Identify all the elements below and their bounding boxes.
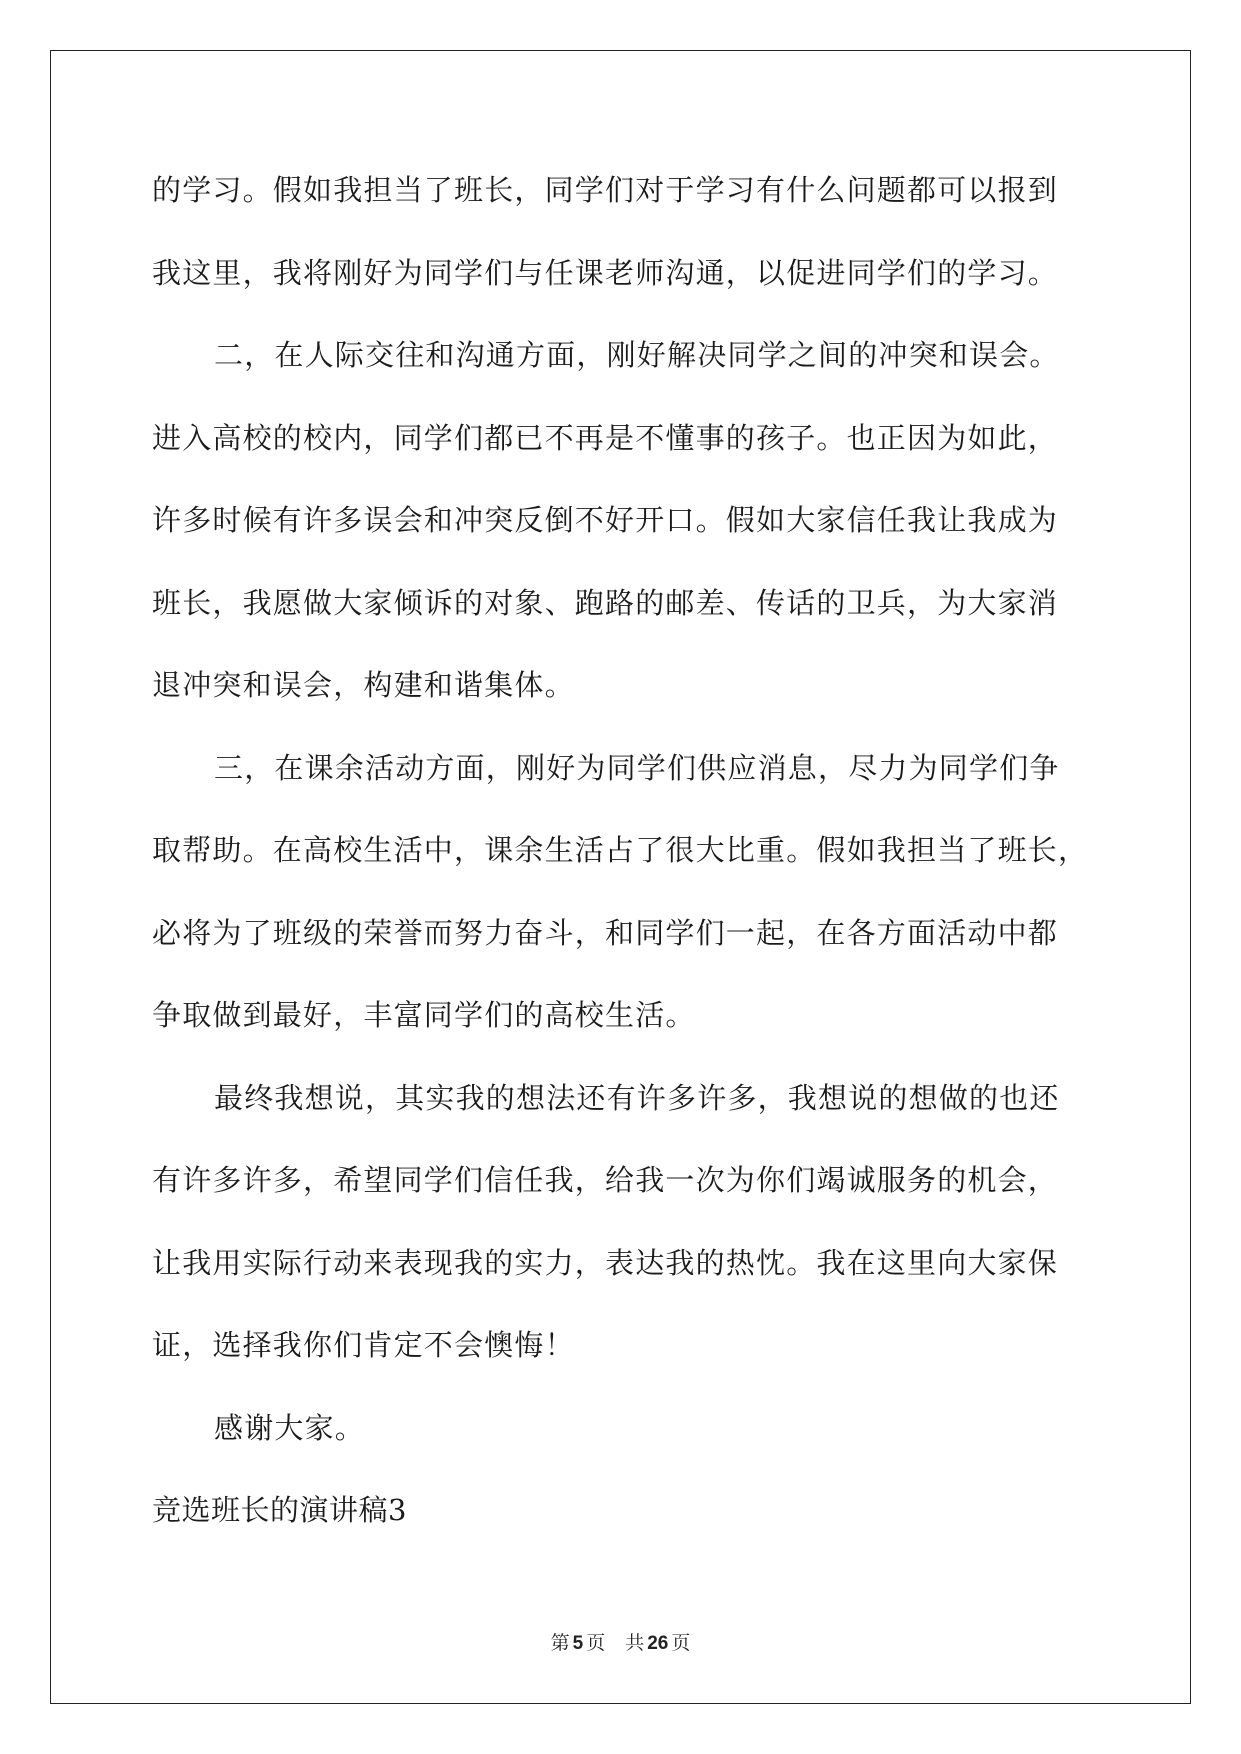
page-footer (0, 1628, 1241, 1655)
page-suffix: 页 (586, 1632, 606, 1654)
paragraph-line: 让我用实际行动来表现我的实力，表达我的热忱。我在这里向大家保 (152, 1245, 1059, 1280)
paragraph-line: 感谢大家。 (214, 1410, 366, 1445)
document-body (152, 160, 1102, 1563)
paragraph-line: 班长，我愿做大家倾诉的对象、跑路的邮差、传话的卫兵，为大家消 (152, 585, 1059, 620)
paragraph-line: 我这里，我将刚好为同学们与任课老师沟通，以促进同学们的学习。 (152, 255, 1059, 290)
paragraph-line: 证，选择我你们肯定不会懊悔！ (152, 1328, 575, 1362)
paragraph-line: 三，在课余活动方面，刚好为同学们供应消息，尽力为同学们争 (214, 750, 1060, 785)
paragraph-line: 的学习。假如我担当了班长，同学们对于学习有什么问题都可以报到 (152, 173, 1059, 207)
paragraph-line: 必将为了班级的荣誉而努力奋斗，和同学们一起，在各方面活动中都 (152, 915, 1059, 950)
section-heading: 竞选班长的演讲稿3 (152, 1493, 407, 1527)
page-number: 5 (572, 1633, 584, 1654)
total-suffix: 页 (671, 1632, 691, 1654)
paragraph-line: 取帮助。在高校生活中，课余生活占了很大比重。假如我担当了班长， (152, 833, 1089, 867)
paragraph-line: 争取做到最好，丰富同学们的高校生活。 (152, 998, 696, 1032)
paragraph-line: 进入高校的校内，同学们都已不再是不懂事的孩子。也正因为如此， (152, 420, 1059, 455)
paragraph-line: 有许多许多，希望同学们信任我，给我一次为你们竭诚服务的机会， (152, 1163, 1059, 1197)
total-pages: 26 (647, 1633, 669, 1654)
total-prefix: 共 (625, 1632, 645, 1654)
paragraph-line: 二，在人际交往和沟通方面，刚好解决同学之间的冲突和误会。 (214, 338, 1060, 372)
page-prefix: 第 (550, 1632, 570, 1654)
paragraph-line: 最终我想说，其实我的想法还有许多许多，我想说的想做的也还 (214, 1080, 1060, 1115)
paragraph-line: 退冲突和误会，构建和谐集体。 (152, 668, 575, 702)
paragraph-line: 许多时候有许多误会和冲突反倒不好开口。假如大家信任我让我成为 (152, 503, 1059, 537)
